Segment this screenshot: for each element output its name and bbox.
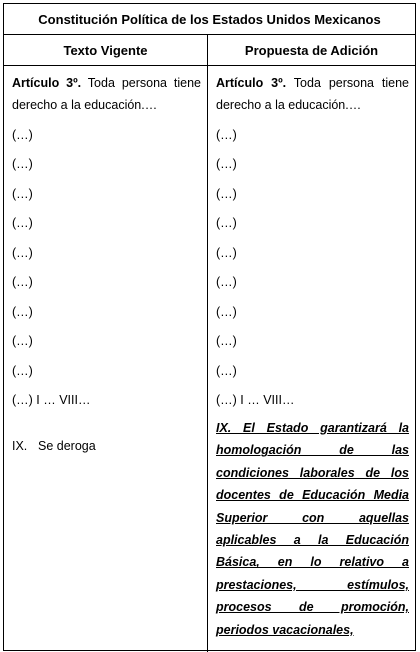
- ellipsis-line: (…): [12, 363, 33, 378]
- ellipsis-line: (…): [12, 186, 33, 201]
- header-texto-vigente: Texto Vigente: [4, 35, 208, 65]
- ellipsis-line: (…): [12, 245, 33, 260]
- derogado-text: Se deroga: [38, 439, 96, 453]
- ellipsis-line: (…): [12, 157, 33, 171]
- articulo-paragraph-left: [12, 72, 201, 116]
- adicion-paragraph: IX. El Estado garantizará la homologación de las condiciones laborales de los docentes de Educación Media Superior con aquellas aplicables a la Educación Básica, en lo relativo a prestaciones, estímulos, procesos de promoción, periodos vacacionales,: [216, 421, 409, 637]
- ellipsis-line: (…): [216, 363, 237, 378]
- ellipsis-line: (…): [216, 275, 237, 289]
- ellipsis-line: (…): [12, 127, 33, 142]
- ellipsis-line: (…): [12, 275, 33, 289]
- ellipsis-line: (…): [216, 157, 237, 171]
- ellipsis-line: (…): [216, 304, 237, 319]
- ellipsis-line: (…): [12, 216, 33, 230]
- articulo-paragraph-right: [216, 72, 409, 116]
- ellipsis-line: (…): [216, 334, 237, 348]
- cell-texto-vigente: [4, 66, 208, 652]
- ellipsis-line: (…): [216, 216, 237, 230]
- ellipsis-line: (…): [12, 334, 33, 348]
- ellipsis-line: (…): [216, 127, 237, 142]
- derogado-number: IX.: [12, 439, 28, 453]
- cell-propuesta-adicion: [208, 66, 415, 652]
- table-title: Constitución Política de los Estados Unidos Mexicanos: [4, 4, 415, 35]
- body-row: [4, 66, 415, 652]
- roman-range-left: (…) I … VIII…: [12, 393, 91, 407]
- ellipsis-line: (…): [216, 245, 237, 260]
- articulo-label-right: Artículo 3º.: [216, 76, 287, 90]
- ellipsis-line: (…): [12, 304, 33, 319]
- roman-range-right: (…) I … VIII…: [216, 393, 295, 407]
- comparison-table: [3, 3, 416, 651]
- header-propuesta-adicion: Propuesta de Adición: [244, 42, 379, 58]
- derogado-line: [12, 435, 201, 457]
- articulo-text-right: Toda persona tiene derecho a la educación.…: [216, 76, 410, 112]
- ellipsis-line: (…): [216, 186, 237, 201]
- header-row: [4, 35, 415, 66]
- articulo-label-left: Artículo 3º.: [12, 76, 82, 90]
- articulo-text-left: Toda persona tiene derecho a la educación.…: [12, 76, 202, 112]
